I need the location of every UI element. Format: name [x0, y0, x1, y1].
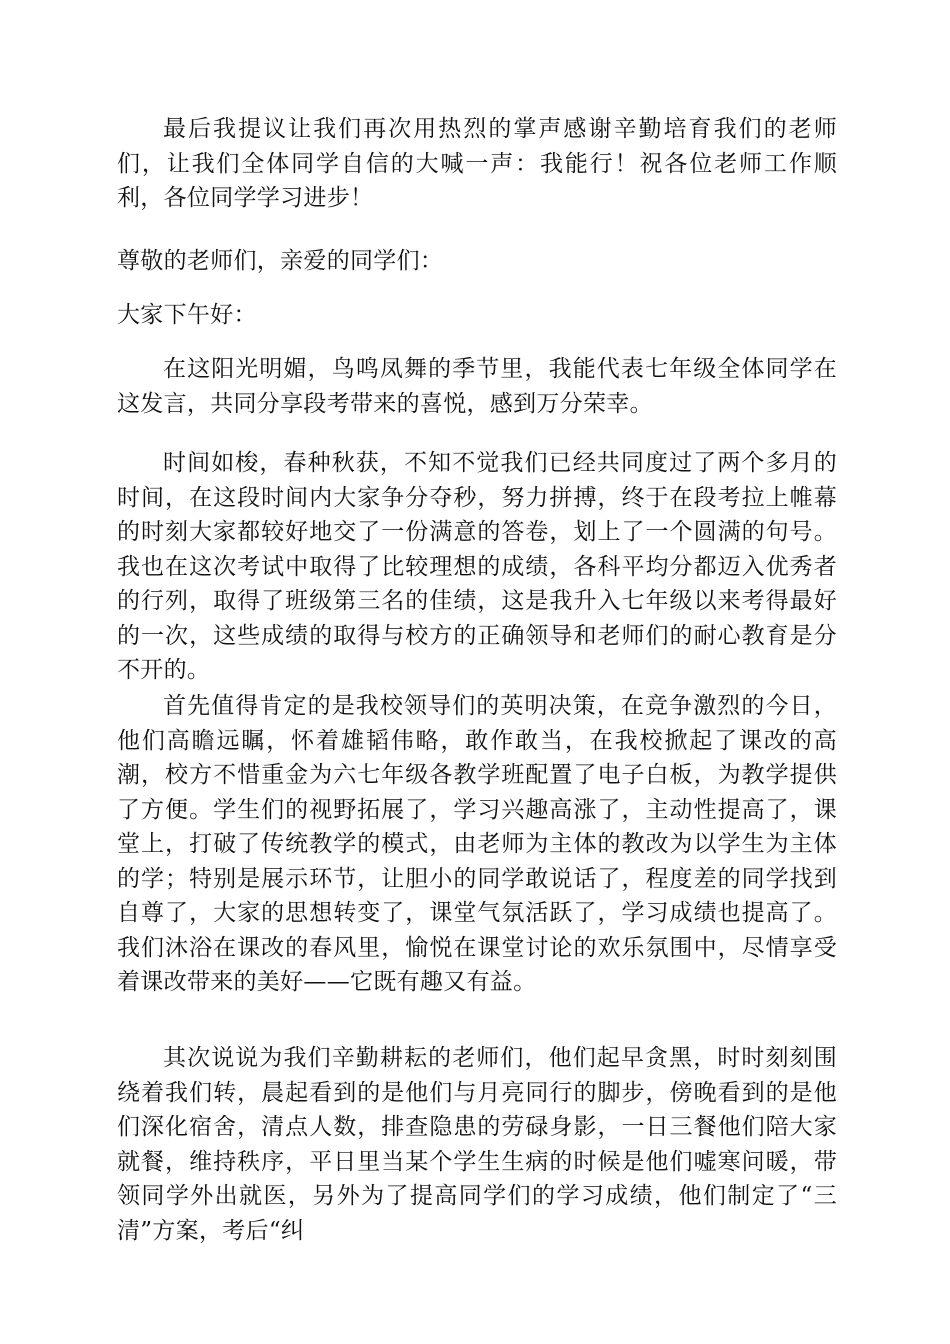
intro-paragraph: 在这阳光明媚，鸟鸣凤舞的季节里，我能代表七年级全体同学在这发言，共同分享段考带来的喜悦，感到万分荣幸。 — [117, 356, 837, 417]
exam-results-paragraph: 时间如梭，春种秋获，不知不觉我们已经共同度过了两个多月的时间，在这段时间内大家争分夺秒，努力拼搏，终于在段考拉上帷幕的时刻大家都较好地交了一份满意的答卷，划上了一个圆满的句号。我也在这次考试中取得了比较理想的成绩，各科平均分都迈入优秀者的行列，取得了班级第三名的佳绩，这是我升入七年级以来考得最好的一次，这些成绩的取得与校方的正确领导和老师们的耐心教育是分不开的。 — [117, 450, 837, 683]
closing-paragraph: 最后我提议让我们再次用热烈的掌声感谢辛勤培育我们的老师们，让我们全体同学自信的大喊一声：我能行！祝各位老师工作顺利，各位同学学习进步！ — [117, 116, 837, 211]
school-reform-paragraph: 首先值得肯定的是我校领导们的英明决策，在竞争激烈的今日，他们高瞻远瞩，怀着雄韬伟略，敢作敢当，在我校掀起了课改的高潮，校方不惜重金为六七年级各教学班配置了电子白板，为教学提供了方便。学生们的视野拓展了，学习兴趣高涨了，主动性提高了，课堂上，打破了传统教学的模式，由老师为主体的教改为以学生为主体的学；特别是展示环节，让胆小的同学敢说话了，程度差的同学找到自尊了，大家的思想转变了，课堂气氛活跃了，学习成绩也提高了。我们沐浴在课改的春风里，愉悦在课堂讨论的欢乐氛围中，尽情享受着课改带来的美好——它既有趣又有益。 — [117, 693, 837, 995]
greeting: 大家下午好： — [117, 302, 257, 328]
salutation: 尊敬的老师们，亲爱的同学们： — [117, 248, 444, 274]
teachers-paragraph: 其次说说为我们辛勤耕耘的老师们，他们起早贪黑，时时刻刻围绕着我们转，晨起看到的是他们与月亮同行的脚步，傍晚看到的是他们深化宿舍，清点人数，排查隐患的劳碌身影，一日三餐他们陪大家就餐，维持秩序，平日里当某个学生生病的时候是他们嘘寒问暖，带领同学外出就医，另外为了提高同学们的学习成绩，他们制定了“三清”方案，考后“纠 — [117, 1045, 837, 1244]
